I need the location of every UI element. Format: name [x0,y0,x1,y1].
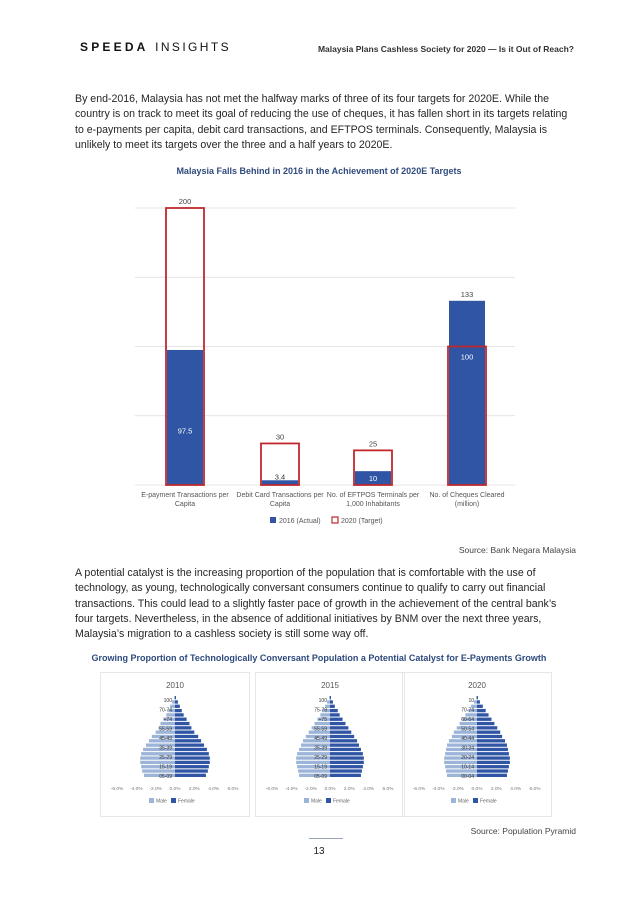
category-label: Debit Card Transactions per [236,492,324,499]
pyramid-bar-female [175,735,198,738]
pyramid-bar-female [477,713,489,716]
pyramid-year: 2015 [321,681,339,690]
pyramid-chart-title: Growing Proportion of Technologically Conversant Population a Potential Catalyst for E-Payments Growth [91,653,547,663]
pyramid-legend-female: Female [480,798,497,805]
logo-speeda: SPEEDA [80,40,149,54]
pyramid-age-label: 35-39 [159,745,172,752]
pyramid-bar-female [330,774,361,777]
catalyst-paragraph: A potential catalyst is the increasing proportion of the population that is comfortable with the use of technology, as young, technologically conversant consumers continue to qualify to carry out financial transactions. This could lead to a slightly faster pace of growth in the achievement of the central bank’s four targets. Nevertheless, in the absence of additional initiatives by BNM over the next three years, Malaysia’s migration to a cashless society is still some way off. [75,567,557,641]
pyramid-bar-female [477,735,502,738]
pyramid-bar-female [477,756,510,759]
pyramid-bar-female [175,752,209,755]
pyramid-age-label: 20-24 [461,755,474,761]
pyramid-bar-female [477,765,509,768]
pyramid-age-label: 10 [468,698,474,704]
pyramid-x-tick: -2.0% [304,787,317,792]
pyramid-age-label: 100 [163,698,172,704]
pyramid-x-tick: 2.0% [343,787,355,792]
pyramid-age-label: 45-49 [159,736,172,742]
pyramid-x-tick: 6.0% [382,787,394,792]
category-label: Capita [269,501,291,508]
pyramid-legend-female-swatch [326,798,331,803]
pyramid-legend-male: Male [156,798,167,805]
source-population-pyramid: Source: Population Pyramid [470,826,576,836]
speeda-insights-logo [80,40,231,54]
pyramid-bar-male [172,700,175,703]
pyramid-bar-female [330,726,348,729]
category-label: 1,000 Inhabitants [346,501,400,508]
pyramid-bar-male [327,700,330,703]
category-label: No. of Cheques Cleared [429,492,505,499]
pyramid-age-label: 100 [318,698,327,704]
pyramid-bar-female [477,709,486,712]
pyramid-bar-female [477,718,492,721]
pyramid-age-label: 00-04 [461,774,474,780]
pyramid-bar-female [330,769,362,772]
pyramid-year: 2010 [166,681,184,690]
pyramid-age-label: 75-79 [314,707,327,714]
bar-actual-3 [449,301,485,485]
legend-swatch-target [332,517,338,523]
pyramid-legend-male: Male [458,798,469,805]
pyramid-bar-female [175,705,180,708]
pyramid-age-label: 70-74 [159,707,172,714]
pyramid-legend-male-swatch [451,798,456,803]
pyramid-legend-female-swatch [171,798,176,803]
pyramid-bar-female [477,743,507,746]
pyramid-bar-female [330,739,357,742]
pyramid-bar-female [330,743,359,746]
pyramid-bar-female [175,731,194,734]
pyramid-x-tick: 0.0% [169,787,181,792]
pyramid-bar-female [330,748,361,751]
intro-paragraph: By end-2016, Malaysia has not met the halfway marks of three of its four targets for 2020E. While the country is on track to meet its goal of reducing the use of cheques, it has fallen short in its targets relating to e-payments per capita, debit card transactions, and EFTPOS terminals. Consequently, Malaysia is unlikely to meet its targets over the three and a half years to 2020E. [75,93,568,151]
category-label: Capita [174,501,196,508]
pyramid-age-label: 50-54 [461,726,474,733]
pyramid-age-label: 70-74 [461,707,474,714]
legend-label-actual: 2016 (Actual) [279,518,321,525]
pyramid-age-label: 45-49 [314,736,327,742]
pyramid-bar-female [175,700,178,703]
targets-bar-chart [130,190,520,530]
pyramid-bar-female [330,709,338,712]
pyramid-x-tick: 4.0% [363,787,375,792]
label-actual-0: 97.5 [177,426,193,436]
pyramid-bar-female [330,696,331,699]
pyramid-bar-female [477,748,508,751]
pyramid-bar-female [175,739,201,742]
pyramid-bar-female [330,735,354,738]
pyramid-age-label: +75 [318,717,327,723]
pyramid-bar-female [175,718,187,721]
pyramid-bar-female [330,713,340,716]
pyramid-age-label: 30-34 [461,745,474,752]
pyramid-legend-male-swatch [149,798,154,803]
pyramid-age-label: 05-09 [314,774,327,780]
pyramid-legend-male: Male [311,798,322,805]
label-target-2: 25 [368,439,378,449]
pyramid-bar-female [175,696,176,699]
pyramid-bar-female [175,761,210,764]
document-title: Malaysia Plans Cashless Society for 2020 — Is it Out of Reach? [317,44,574,54]
pyramid-bar-female [330,705,335,708]
pyramid-bar-female [477,761,510,764]
footer-rule [309,838,343,839]
label-target-1: 30 [275,432,285,442]
pyramid-bar-female [477,774,507,777]
pyramid-x-tick: -4.0% [130,787,143,792]
pyramid-bar-female [477,705,483,708]
pyramid-bar-female [477,696,478,699]
pyramid-bar-female [175,709,182,712]
legend-swatch-actual [270,517,276,523]
pyramid-bar-female [175,748,207,751]
bar-chart-title: Malaysia Falls Behind in 2016 in the Achievement of 2020E Targets [176,166,462,176]
pyramid-bar-female [477,739,505,742]
pyramid-x-tick: -6.0% [110,787,124,792]
pyramid-bar-female [330,752,363,755]
pyramid-bar-female [477,722,494,725]
pyramid-legend-male-swatch [304,798,309,803]
pyramid-x-tick: 4.0% [208,787,220,792]
population-pyramid-2010 [100,672,250,817]
pyramid-legend-female: Female [178,798,195,805]
legend-label-target: 2020 (Target) [341,518,383,525]
pyramid-bar-female [175,722,190,725]
pyramid-bar-female [330,765,363,768]
pyramid-x-tick: -4.0% [285,787,298,792]
pyramid-x-tick: 6.0% [529,787,541,792]
pyramid-bar-female [175,743,204,746]
population-pyramid-2015 [255,672,405,817]
pyramid-x-tick: -2.0% [451,787,464,792]
pyramid-bar-female [330,731,351,734]
pyramid-x-tick: 0.0% [324,787,336,792]
pyramid-age-label: 10-14 [461,764,474,771]
label-actual-2: 10 [368,474,378,484]
label-target-0: 200 [178,197,192,206]
pyramid-year: 2020 [468,681,486,690]
pyramid-x-tick: -6.0% [412,787,426,792]
pyramid-bar-male [174,696,175,699]
category-label: No. of EFTPOS Terminals per [326,492,420,499]
pyramid-x-tick: -6.0% [265,787,279,792]
pyramid-bar-female [175,774,206,777]
pyramid-bar-male [474,700,477,703]
logo-insights: INSIGHTS [155,40,231,54]
pyramid-bar-female [175,726,191,729]
pyramid-bar-female [477,726,497,729]
pyramid-age-label: 55-59 [159,726,172,733]
pyramid-age-label: 15-19 [159,764,172,771]
pyramid-age-label: 40-44 [461,736,474,742]
page-number: 13 [313,846,325,857]
source-bank-negara: Source: Bank Negara Malaysia [458,545,576,555]
pyramid-bar-female [477,700,480,703]
pyramid-age-label: 55-59 [314,726,327,733]
pyramid-bar-female [477,769,508,772]
pyramid-legend-female-swatch [473,798,478,803]
pyramid-bar-female [175,713,184,716]
pyramid-age-label: 60-64 [461,717,474,723]
pyramid-age-label: +74 [163,717,172,723]
pyramid-bar-male [329,696,330,699]
pyramid-age-label: 15-19 [314,764,327,771]
pyramid-age-label: 25-29 [159,755,172,761]
pyramid-legend-female: Female [333,798,350,805]
pyramid-x-tick: 2.0% [490,787,502,792]
pyramid-age-label: 25-29 [314,755,327,761]
pyramid-bar-female [175,765,209,768]
category-label: E-payment Transactions per [141,492,229,499]
label-target-3: 100 [460,352,474,362]
pyramid-x-tick: 4.0% [510,787,522,792]
pyramid-x-tick: -4.0% [432,787,445,792]
pyramid-bar-female [330,700,333,703]
pyramid-bar-female [330,761,364,764]
pyramid-bar-female [477,731,500,734]
pyramid-bar-female [175,769,208,772]
category-label: (million) [454,501,480,508]
pyramid-x-tick: -2.0% [149,787,162,792]
label-actual-3: 133 [460,289,474,299]
pyramid-bar-female [175,756,210,759]
pyramid-bar-male [476,696,477,699]
pyramid-bar-female [477,752,509,755]
pyramid-bar-female [330,756,364,759]
pyramid-x-tick: 2.0% [188,787,200,792]
label-actual-1: 3.4 [274,472,286,482]
pyramid-bar-female [330,718,343,721]
pyramid-x-tick: 6.0% [227,787,239,792]
pyramid-x-tick: 0.0% [471,787,483,792]
bar-actual-0 [167,350,203,485]
pyramid-bar-female [330,722,345,725]
pyramid-age-label: 05-09 [159,774,172,780]
pyramid-age-label: 35-39 [314,745,327,752]
population-pyramid-2020 [402,672,552,817]
